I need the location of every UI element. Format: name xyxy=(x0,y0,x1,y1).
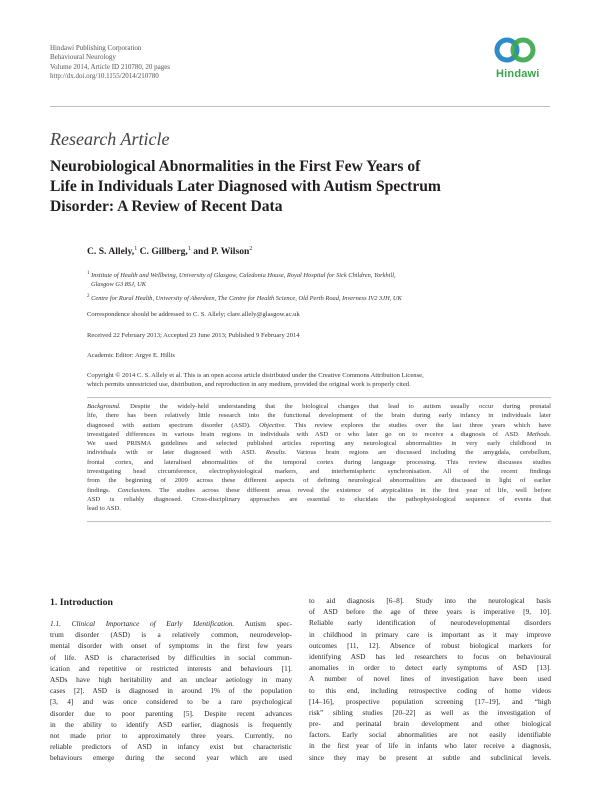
body-text-line: not made prior to approximately three years. Currently, no xyxy=(50,730,292,740)
body-text-line: factors. Early social abnormalities are not easily identifiable xyxy=(309,730,551,740)
body-text-line: pre- and perinatal brain development and other biological xyxy=(309,719,551,729)
copyright-line: Copyright © 2014 C. S. Allely et al. This is an open access article distributed under the Creative Commons Attribution License, xyxy=(87,372,424,379)
body-text-line: in childhood in primary care is important as it may improve xyxy=(309,629,551,639)
abstract-divider xyxy=(87,397,551,398)
body-text-line: risk” sibling studies [20–22] as well as the investigation of xyxy=(309,707,551,717)
abstract-line: individuals with or later diagnosed with ASD. Results. Various brain regions are discussed including the amygdala, cerebellum, xyxy=(87,449,551,457)
header-divider xyxy=(50,106,550,107)
affiliation-line: Glasgow G3 8SJ, UK xyxy=(91,280,147,288)
doi-link[interactable]: http://dx.doi.org/10.1155/2014/210780 xyxy=(50,72,159,81)
title-line: Disorder: A Review of Recent Data xyxy=(50,198,283,215)
abstract-line: Background. Despite the widely-held understanding that the biological changes that lead to autism usually occur during prenatal xyxy=(87,403,551,410)
body-text-line: disorder due to poor parenting [5]. Despite recent advances xyxy=(50,708,292,718)
abstract-line: We used PRISMA guidelines and selected published articles reporting any neurological abnormalities in very early childhood in xyxy=(87,440,551,448)
body-text-line: since they may be present at subtle and subclinical levels. xyxy=(309,752,551,762)
body-text-line: behaviours emerge during the second year which are used xyxy=(50,753,292,763)
abstract-line: frontal cortex, and lateralised abnormalities of the temporal cortex during language processing. This review discusses studies xyxy=(87,458,551,466)
author-name: C. S. Allely, xyxy=(87,246,135,258)
author-name: and P. Wilson xyxy=(193,246,250,258)
copyright-line: which permits unrestricted use, distribution, and reproduction in any medium, provided the original work is properly cited. xyxy=(87,381,411,389)
author-affiliation-mark: 1 xyxy=(187,246,191,252)
body-text-line: of ASD before the age of three years is imperative [9, 10]. xyxy=(309,607,551,617)
body-text-line: of life. ASD is characterised by difficulties in social commun- xyxy=(50,652,292,662)
body-text-line: [14–16], prospective population screening [17–19], and “high xyxy=(309,696,551,706)
volume-info: Volume 2014, Article ID 210780, 20 pages xyxy=(50,62,171,71)
publisher-name: Hindawi Publishing Corporation xyxy=(50,44,142,52)
body-text-line: to this end, including retrospective coding of home videos xyxy=(309,685,551,695)
body-text-line: outcomes [11, 12]. Absence of robust biological markers for xyxy=(309,640,551,650)
abstract xyxy=(87,402,551,514)
author-list xyxy=(87,246,252,257)
body-text-line: cases [2]. ASD is diagnosed in around 1% of the population xyxy=(50,686,292,696)
left-column-text xyxy=(50,618,292,763)
body-text-line: to aid diagnosis [6–8]. Study into the neurological basis xyxy=(309,596,551,605)
abstract-line: diagnosed with autism spectrum disorder (ASD). Objective. This review explores the studies over the last three years which have xyxy=(87,421,551,429)
abstract-line: investigating head circumference, electrophysiological markers, and interhemispheric synchronisation. All of the recent findings xyxy=(87,468,551,476)
abstract-end-divider xyxy=(87,521,551,522)
body-text-line: in the ability to identify ASD earlier, diagnosis is frequently xyxy=(50,719,292,729)
abstract-line: from the beginning of 2009 across these different aspects of defining neurological abnormalities are discussed in light of earlier xyxy=(87,477,551,485)
article-title xyxy=(50,157,530,217)
body-text-line: anomalies in order to detect early symptoms of ASD [13]. xyxy=(309,663,551,673)
article-type: Research Article xyxy=(50,129,170,149)
affiliation-number: 1 xyxy=(87,271,90,276)
body-text-line: ASDs have high heritability and an unclear aetiology in many xyxy=(50,674,292,684)
body-text-line: identifying ASD has led researchers to focus on behavioural xyxy=(309,651,551,661)
copyright-notice xyxy=(87,371,551,390)
abstract-line: investigated differences in various brain regions in individuals with ASD or who later go on to receive a diagnosis of ASD. Methods. xyxy=(87,430,551,438)
body-text-line: [3, 4] and was once considered to be a rare psychological xyxy=(50,697,292,707)
author-affiliation-mark: 1 xyxy=(134,246,138,252)
body-text-line: A number of novel lines of investigation have been used xyxy=(309,674,551,684)
abstract-line: findings. Conclusions. The studies across these different areas reveal the existence of atypicalities in the first year of life, well before xyxy=(87,486,551,494)
author-affiliation-mark: 2 xyxy=(249,246,253,252)
affiliation-1 xyxy=(87,270,537,289)
correspondence: Correspondence should be addressed to C. S. Allely; clare.allely@glasgow.ac.uk xyxy=(87,311,300,318)
affiliation-line: Institute of Health and Wellbeing, University of Glasgow, Caledonia House, Royal Hospital for Sick Children, Yorkhill, xyxy=(91,272,396,280)
abstract-line: lead to ASD. xyxy=(87,505,121,513)
journal-header xyxy=(50,44,170,82)
title-line: Neurobiological Abnormalities in the First Few Years of xyxy=(50,158,421,175)
body-text-line: ication and repetitive or restricted interests and behaviours [1]. xyxy=(50,663,292,673)
body-text-line: 1.1. Clinical Importance of Early Identification. Autism spec- xyxy=(50,619,292,628)
affiliation-2 xyxy=(87,293,537,304)
author-name: C. Gillberg, xyxy=(139,246,188,258)
section-heading: 1. Introduction xyxy=(50,597,113,608)
article-dates: Received 22 February 2013; Accepted 23 June 2013; Published 9 February 2014 xyxy=(87,332,300,339)
affiliation-number: 2 xyxy=(87,294,90,299)
right-column-text xyxy=(309,595,551,763)
abstract-line: life, there has been relatively little research into the functional development of the brain during early infancy in individuals later xyxy=(87,412,551,420)
body-text-line: reliable predictors of ASD in infancy exist but characteristic xyxy=(50,742,292,752)
affiliation-line: Centre for Rural Health, University of Aberdeen, The Centre for Health Science, Old Perth Road, Inverness IV2 3JH, UK xyxy=(91,295,402,303)
abstract-line: ASD is reliably diagnosed. Cross-disciplinary approaches are essential to elucidate the pathophysiological sequence of events that xyxy=(87,495,551,503)
body-text-line: trum disorder (ASD) is a relatively common, neurodevelop- xyxy=(50,630,292,640)
body-text-line: Reliable early identification of neurodevelopmental disorders xyxy=(309,618,551,628)
academic-editor: Academic Editor: Argye E. Hillis xyxy=(87,352,175,359)
title-line: Life in Individuals Later Diagnosed with Autism Spectrum xyxy=(50,178,441,195)
journal-name: Behavioural Neurology xyxy=(50,53,116,62)
hindawi-logo-text: Hindawi xyxy=(496,68,540,80)
body-text-line: in the first year of life in infants who later receive a diagnosis, xyxy=(309,741,551,751)
body-text-line: mental disorder with onset of symptoms in the first few years xyxy=(50,641,292,651)
